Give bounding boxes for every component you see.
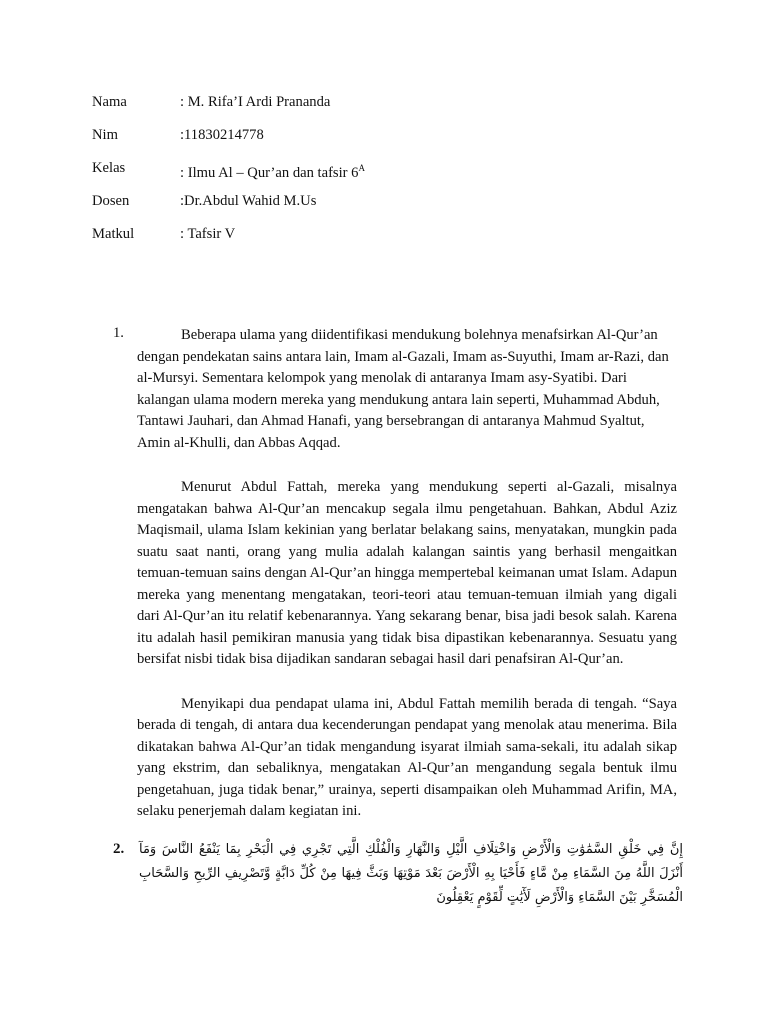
paragraph: Menyikapi dua pendapat ulama ini, Abdul Fattah memilih berada di tengah. “Saya berada di tengah, di antara dua kecenderungan pendapat yang menolak atau menerima. Bila dikatakan bahwa Al-Qur’an tidak mengandung isyarat ilmiah sama-sekali, itu adalah sikap yang ekstrim, dan sebaliknya, mengatakan Al-Qur’an mengandung segala bentuk ilmu pengetahuan, juga tidak benar,” urainya, seperti disampaikan oleh Muhammad Arifin, MA, selaku penerjemah dalam kegiatan ini. [137,695,677,819]
answer-item-2 [113,838,683,910]
info-value-wrap [180,158,365,191]
info-row-nim [92,125,365,158]
answer-number: 1. [113,325,124,341]
info-value: : Tafsir V [180,226,236,242]
info-row-matkul [92,224,365,257]
info-row-nama [92,92,365,125]
info-value: : Ilmu Al – Qur’an dan tafsir 6 [180,165,359,181]
answer-body [137,325,677,823]
info-value: :11830214778 [180,127,264,143]
info-row-kelas [92,158,365,191]
info-label: Kelas [92,160,126,176]
paragraph: Beberapa ulama yang diidentifikasi mendukung bolehnya menafsirkan Al-Qur’an dengan pendekatan sains antara lain, Imam al-Gazali, Imam as-Suyuthi, Imam ar-Razi, dan al-Mursyi. Sementara kelompok yang menolak di antaranya Imam asy-Syatibi. Dari kalangan ulama modern mereka yang mendukung antara lain seperti, Muhammad Abduh, Tantawi Jauhari, dan Ahmad Hanafi, yang bersebrangan di antaranya Mahmud Syaltut, Amin al-Khulli, dan Abbas Aqqad. [137,327,669,451]
info-label: Nim [92,127,118,143]
answer-list [113,325,677,846]
info-value: :Dr.Abdul Wahid M.Us [180,193,317,209]
class-superscript: A [358,163,365,173]
info-label: Matkul [92,226,135,242]
info-label: Dosen [92,193,130,209]
info-value: : M. Rifa’I Ardi Prananda [180,94,331,110]
quran-verse: إِنَّ فِي خَلْقِ السَّمَٰوَٰتِ وَالْأَرْضِ وَاخْتِلَافِ الَّيْلِ وَالنَّهَارِ وَالْفُلْكِ الَّتِي تَجْرِي فِي الْبَحْرِ بِمَا يَنْفَعُ النَّاسَ وَمَآ أَنْزَلَ اللَّهُ مِنَ السَّمَاءِ مِنْ مَّاءٍ فَأَحْيَا بِهِ الْأَرْضَ بَعْدَ مَوْتِهَا وَبَثَّ فِيهَا مِنْ كُلِّ دَابَّةٍ وَّتَصْرِيفِ الرِّيحِ وَالسَّحَابِ الْمُسَخَّرِ بَيْنَ السَّمَاءِ وَالْأَرْضِ لَأٓيَٰتٍ لِّقَوْمٍ يَعْقِلُونَ [139,842,683,905]
answer-item-1 [113,325,677,823]
answer-number: 2. [113,841,125,857]
info-label: Nama [92,94,127,110]
student-info [92,92,365,257]
paragraph: Menurut Abdul Fattah, mereka yang mendukung seperti al-Gazali, misalnya mengatakan bahwa Al-Qur’an mencakup segala ilmu pengetahuan. Bahkan, Abdul Aziz Maqismail, ulama Islam kekinian yang berlatar belakang sains, menyatakan, mungkin pada suatu saat nanti, orang yang mulia adalah kalangan saintis yang berhasil mengaitkan temuan-temuan sains dengan Al-Qur’an hingga mempertebal keimanan umat Islam. Adapun mereka yang menentang mengatakan, teori-teori atau temuan-temuan ilmiah yang digali dari Al-Qur’an itu relatif kebenarannya. Yang sekarang benar, bisa jadi besok salah. Karena itu adalah hasil pemikiran manusia yang tidak bisa dipastikan kebenarannya. Sesuatu yang bersifat nisbi tidak bisa dijadikan sandaran sebagai hasil dari penafsiran Al-Qur’an. [137,479,677,667]
info-row-dosen [92,191,365,224]
